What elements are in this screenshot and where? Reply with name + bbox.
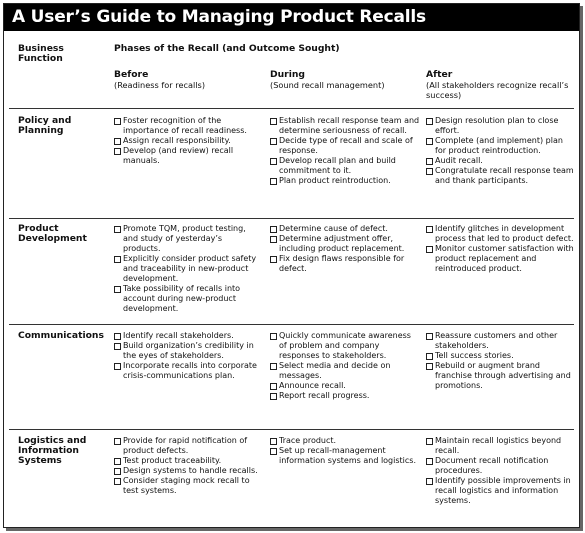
list-item: Identify possible improvements in recall logistics and information systems. [426, 476, 574, 506]
cell-logistics-after [426, 436, 574, 506]
phases-header: Phases of the Recall (and Outcome Sought) [114, 43, 340, 54]
list-item: Trace product. [270, 436, 420, 446]
list-item: Report recall progress. [270, 391, 420, 401]
column-label: During [270, 69, 305, 80]
list-item: Foster recognition of the importance of recall readiness. [114, 116, 262, 136]
list-item: Maintain recall logistics beyond recall. [426, 436, 574, 456]
list-item: Monitor customer satisfaction with product replacement and reintroduced product. [426, 244, 574, 274]
list-item: Take possibility of recalls into account during new-product development. [114, 284, 262, 314]
business-function-header: Business Function [18, 43, 64, 64]
cell-communications-after [426, 331, 574, 391]
cell-logistics-before [114, 436, 262, 496]
column-subtitle: (Sound recall management) [270, 80, 385, 90]
list-item: Assign recall responsibility. [114, 136, 262, 146]
row-label-policy-planning: Policy and Planning [18, 115, 72, 136]
column-label: Before [114, 69, 149, 80]
list-item: Establish recall response team and determine seriousness of recall. [270, 116, 420, 136]
list-item: Explicitly consider product safety and traceability in new-product development. [114, 254, 262, 284]
list-item: Test product traceability. [114, 456, 262, 466]
list-item: Fix design flaws responsible for defect. [270, 254, 420, 274]
list-item: Audit recall. [426, 156, 574, 166]
column-subtitle: (Readiness for recalls) [114, 80, 206, 90]
list-item: Document recall notification procedures. [426, 456, 574, 476]
row-divider [9, 108, 574, 109]
list-item: Complete (and implement) plan for product reintroduction. [426, 136, 574, 156]
list-item: Design resolution plan to close effort. [426, 116, 574, 136]
cell-policy-during [270, 116, 420, 186]
list-item: Determine cause of defect. [270, 224, 420, 234]
column-label: After [426, 69, 453, 80]
list-item: Quickly communicate awareness of problem and company responses to stakeholders. [270, 331, 420, 361]
column-header-before [114, 70, 259, 90]
cell-development-after [426, 224, 574, 274]
column-subtitle: (All stakeholders recognize recall’s success) [426, 80, 569, 100]
list-item: Identify recall stakeholders. [114, 331, 262, 341]
page-title: A User’s Guide to Managing Product Recalls [12, 7, 426, 27]
row-divider [9, 429, 574, 430]
list-item: Provide for rapid notification of product defects. [114, 436, 262, 456]
row-label-logistics-information: Logistics and Information Systems [18, 435, 87, 466]
list-item: Consider staging mock recall to test systems. [114, 476, 262, 496]
row-label-communications: Communications [18, 330, 104, 341]
list-item: Build organization’s credibility in the eyes of stakeholders. [114, 341, 262, 361]
cell-policy-before [114, 116, 262, 166]
list-item: Develop recall plan and build commitment to it. [270, 156, 420, 176]
column-header-after [426, 70, 571, 100]
title-bar [4, 4, 579, 31]
row-label-product-development: Product Development [18, 223, 87, 244]
list-item: Set up recall-management information systems and logistics. [270, 446, 420, 466]
list-item: Plan product reintroduction. [270, 176, 420, 186]
list-item: Reassure customers and other stakeholders. [426, 331, 574, 351]
cell-development-before [114, 224, 262, 314]
cell-communications-during [270, 331, 420, 401]
row-divider [9, 324, 574, 325]
cell-development-during [270, 224, 420, 274]
cell-logistics-during [270, 436, 420, 466]
cell-policy-after [426, 116, 574, 186]
cell-communications-before [114, 331, 262, 381]
list-item: Incorporate recalls into corporate crisis-communications plan. [114, 361, 262, 381]
list-item: Determine adjustment offer, including product replacement. [270, 234, 420, 254]
list-item: Decide type of recall and scale of response. [270, 136, 420, 156]
list-item: Congratulate recall response team and thank participants. [426, 166, 574, 186]
list-item: Design systems to handle recalls. [114, 466, 262, 476]
row-divider [9, 218, 574, 219]
list-item: Announce recall. [270, 381, 420, 391]
list-item: Select media and decide on messages. [270, 361, 420, 381]
column-header-during [270, 70, 420, 90]
list-item: Develop (and review) recall manuals. [114, 146, 262, 166]
list-item: Tell success stories. [426, 351, 574, 361]
recall-guide-panel [3, 3, 580, 528]
list-item: Rebuild or augment brand franchise through advertising and promotions. [426, 361, 574, 391]
list-item: Promote TQM, product testing, and study of yesterday’s products. [114, 224, 262, 254]
list-item: Identify glitches in development process that led to product defect. [426, 224, 574, 244]
